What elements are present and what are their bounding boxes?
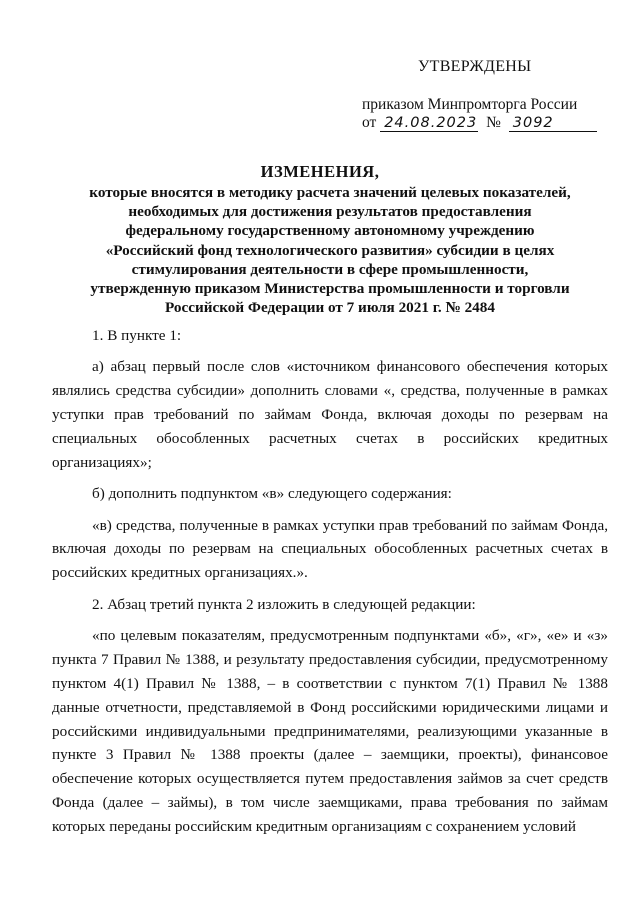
order-reference: приказом Минпромторга России bbox=[362, 96, 578, 113]
paragraph: 1. В пункте 1: bbox=[92, 327, 182, 344]
document-title: ИЗМЕНЕНИЯ, bbox=[260, 162, 380, 181]
paragraph: а) абзац первый после слов «источником финансового обеспечения которых являлись средства субсидии» дополнить словами «, средства, полученные в рамках уступки прав требований по займам Фонда, включая доходы по резервам на специальных обособленных расчетных счетах в российских кредитных организациях»; bbox=[52, 358, 608, 471]
handwritten-date: 24.08.2023 bbox=[380, 115, 478, 132]
paragraph: «по целевым показателям, предусмотренным подпунктами «б», «г», «е» и «з» пункта 7 Правил № 1388, и результату предоставления субсидии, предусмотренному пунктом 4(1) Правил № 1388, – в соответствии с пунктом 7(1) Правил № 1388 данные отчетности, представляемой в Фонд российскими юридическими лицами и российскими индивидуальными предпринимателями, реализующими указанные в пункте 3 Правил № 1388 проекты (далее – заемщики, проекты), финансовое обеспечение которых осуществляется путем предоставления займов за счет средств Фонда (далее – займы), в том числе заемщиками, права требования по займам которых переданы российским кредитным организациям с сохранением условий bbox=[52, 626, 608, 836]
paragraph: б) дополнить подпунктом «в» следующего содержания: bbox=[92, 485, 452, 503]
date-prefix: от bbox=[362, 114, 377, 131]
number-sign: № bbox=[486, 114, 501, 131]
document-body bbox=[52, 324, 608, 846]
order-date-number-row bbox=[362, 114, 597, 132]
paragraph: «в) средства, полученные в рамках уступки прав требований по займам Фонда, включая доходы по резервам на специальных обособленных расчетных счетах в российских кредитных организациях.». bbox=[52, 516, 608, 582]
handwritten-order-number: 3092 bbox=[509, 115, 597, 132]
paragraph: 2. Абзац третий пункта 2 изложить в следующей редакции: bbox=[92, 595, 476, 613]
document-subtitle: которые вносятся в методику расчета значений целевых показателей, необходимых для достижения результатов предоставления федеральному государственному автономному учреждению «Российский фонд технологического развития» субсидии в целях стимулирования деятельности в сфере промышленности, утвержденную приказом Министерства промышленности и торговли Российской Федерации от 7 июля 2021 г. № 2484 bbox=[89, 184, 571, 317]
approval-stamp-title: УТВЕРЖДЕНЫ bbox=[418, 58, 532, 75]
